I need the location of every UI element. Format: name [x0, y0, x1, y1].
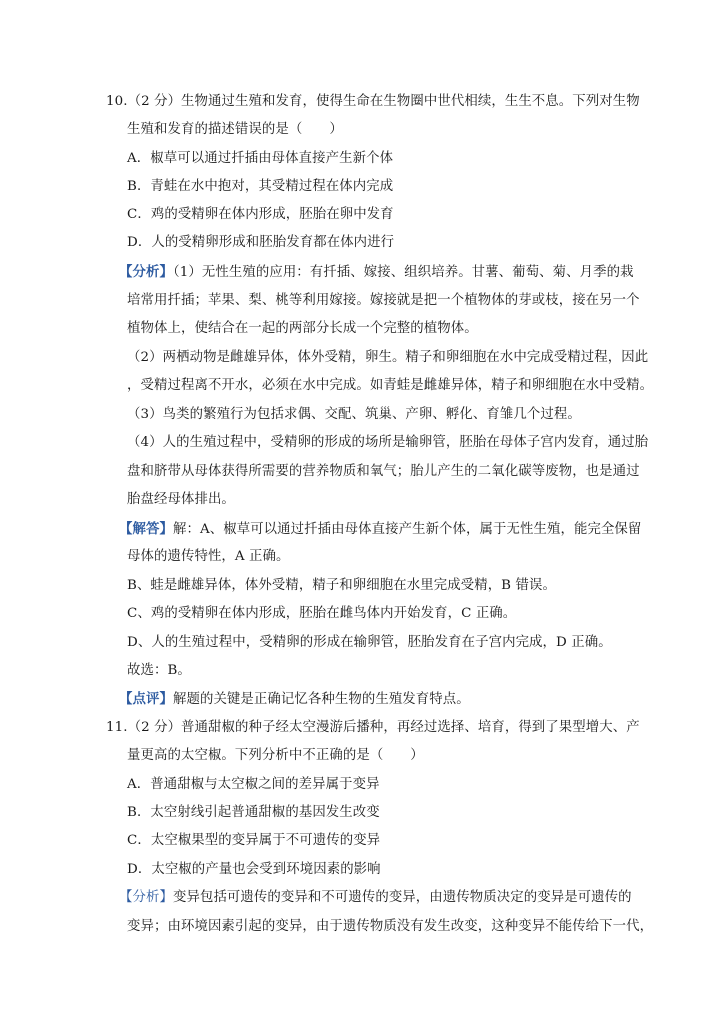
- option-c: C．太空椒果型的变异属于不可遗传的变异: [127, 833, 381, 848]
- question-stem: （2 分）生物通过生殖和发育，使得生命在生物圈中世代相续，生生不息。下列对生物: [127, 94, 640, 109]
- analysis-line-9: 胎盘经母体排出。: [127, 492, 235, 507]
- analysis-tag: 【分析】: [119, 264, 173, 280]
- comment-tag: 【点评】: [119, 691, 173, 707]
- option-c: C．鸡的受精卵在体内形成，胚胎在卵中发育: [127, 207, 394, 222]
- question-10-stem-line-2: 生殖和发育的描述错误的是（ ）: [127, 122, 343, 137]
- question-number: 11.: [106, 720, 128, 735]
- question-11-stem-line-2: 量更高的太空椒。下列分析中不正确的是（ ）: [127, 748, 424, 763]
- analysis-text: （1）无性生殖的应用：有扦插、嫁接、组织培养。甘薯、葡萄、菊、月季的栽: [172, 265, 634, 280]
- analysis-line-6: （3）鸟类的繁殖行为包括求偶、交配、筑巢、产卵、孵化、育雏几个过程。: [127, 407, 581, 422]
- analysis-line-8: 盘和脐带从母体获得所需要的营养物质和氧气；胎儿产生的二氧化碳等废物，也是通过: [127, 464, 640, 479]
- answer-line-5: D、人的生殖过程中，受精卵的形成在输卵管，胚胎发育在子宫内完成，D 正确。: [127, 635, 612, 650]
- analysis-text: 变异包括可遗传的变异和不可遗传的变异，由遗传物质决定的变异是可遗传的: [172, 890, 632, 905]
- analysis-line-2: 培常用扦插；苹果、梨、桃等利用嫁接。嫁接就是把一个植物体的芽或枝，接在另一个: [127, 293, 640, 308]
- answer-line-2: 母体的遗传特性，A 正确。: [127, 549, 290, 564]
- option-d: D．太空椒的产量也会受到环境因素的影响: [127, 862, 381, 877]
- analysis-line-2: 变异；由环境因素引起的变异，由于遗传物质没有发生改变，这种变异不能传给下一代，: [127, 919, 654, 934]
- answer-text: 解：A、椒草可以通过扦插由母体直接产生新个体，属于无性生殖，能完全保留: [172, 522, 642, 537]
- analysis-line-7: （4）人的生殖过程中，受精卵的形成的场所是输卵管，胚胎在母体子宫内发育，通过胎: [127, 435, 649, 450]
- analysis-tag: 【分析】: [119, 890, 173, 905]
- analysis-line-5: ，受精过程离不开水，必须在水中完成。如青蛙是雌雄异体，精子和卵细胞在水中受精。: [127, 378, 654, 393]
- answer-line-1: [119, 520, 641, 539]
- option-d: D．人的受精卵形成和胚胎发育都在体内进行: [127, 235, 395, 250]
- question-10-stem-line-1: [106, 93, 640, 111]
- answer-line-4: C、鸡的受精卵在体内形成，胚胎在雌鸟体内开始发育，C 正确。: [127, 606, 517, 621]
- analysis-line-1: [119, 889, 632, 907]
- answer-line-6: 故选：B。: [127, 663, 191, 678]
- option-a: A．普通甜椒与太空椒之间的差异属于变异: [127, 777, 380, 792]
- comment-line: [119, 690, 470, 709]
- comment-text: 解题的关键是正确记忆各种生物的生殖发育特点。: [172, 692, 470, 707]
- answer-line-3: B、蛙是雌雄异体，体外受精，精子和卵细胞在水里完成受精，B 错误。: [127, 578, 556, 593]
- option-b: B．青蛙在水中抱对，其受精过程在体内完成: [127, 179, 394, 194]
- option-a: A．椒草可以通过扦插由母体直接产生新个体: [127, 151, 394, 166]
- question-stem: （2 分）普通甜椒的种子经太空漫游后播种，再经过选择、培育，得到了果型增大、产: [127, 720, 640, 735]
- question-number: 10.: [106, 94, 128, 109]
- option-b: B．太空射线引起普通甜椒的基因发生改变: [127, 805, 380, 820]
- analysis-line-4: （2）两栖动物是雌雄异体，体外受精，卵生。精子和卵细胞在水中完成受精过程，因此: [127, 350, 649, 365]
- analysis-line-1: [119, 263, 634, 282]
- analysis-line-3: 植物体上，使结合在一起的两部分长成一个完整的植物体。: [127, 321, 478, 336]
- question-11-stem-line-1: [106, 719, 640, 737]
- answer-tag: 【解答】: [119, 521, 173, 537]
